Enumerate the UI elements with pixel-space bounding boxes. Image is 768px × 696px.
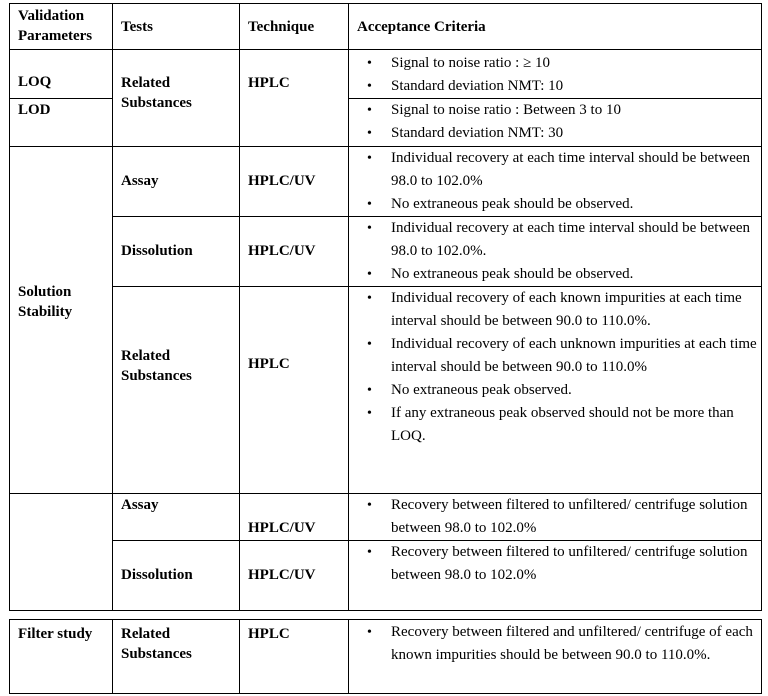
criteria-item: • Individual recovery at each time interval should be between 98.0 to 102.0%.	[367, 217, 751, 263]
technique-filter-dissolution: HPLC/UV	[248, 567, 316, 583]
criteria-item: • Standard deviation NMT: 10	[367, 75, 563, 98]
second-table-top-rule	[9, 619, 761, 620]
col-border-right	[761, 3, 762, 611]
col-border-left	[9, 3, 10, 611]
col-border-tests	[239, 3, 240, 611]
col2-border-left	[9, 619, 10, 694]
criteria-item: • Standard deviation NMT: 30	[367, 122, 621, 145]
first-table-bottom-rule	[9, 610, 761, 611]
criteria-item: • No extraneous peak should be observed.	[367, 193, 751, 216]
criteria-item: • Individual recovery of each unknown impurities at each time interval should be between 90.0 to 110.0%	[367, 333, 759, 379]
header-tests: Tests	[121, 19, 153, 35]
criteria-item: • If any extraneous peak observed should not be more than LOQ.	[367, 402, 759, 448]
criteria-item: • Recovery between filtered and unfiltered/ centrifuge of each known impurities should be between 90.0 to 110.0%.	[367, 621, 753, 667]
criteria-filter-dissolution	[367, 541, 751, 587]
col2-border-tests	[239, 619, 240, 694]
technique-dissolution: HPLC/UV	[248, 243, 316, 259]
test-assay: Assay	[121, 173, 159, 189]
col2-border-params	[112, 619, 113, 694]
technique-filter-assay: HPLC/UV	[248, 520, 316, 536]
header-bottom-rule	[9, 49, 761, 50]
second-table-bottom-rule	[9, 693, 761, 694]
test-filter-study: Related Substances	[121, 626, 192, 662]
header-acceptance-criteria: Acceptance Criteria	[357, 19, 486, 35]
criteria-item: • Individual recovery at each time interval should be between 98.0 to 102.0%	[367, 147, 751, 193]
criteria-related-substances	[367, 287, 759, 448]
test-filter-dissolution: Dissolution	[121, 567, 193, 583]
technique-filter-study: HPLC	[248, 626, 290, 642]
param-filter-study: Filter study	[18, 626, 93, 642]
criteria-item: • Individual recovery of each known impurities at each time interval should be between 90.0 to 110.0%.	[367, 287, 759, 333]
header-technique: Technique	[248, 19, 315, 35]
criteria-item: • No extraneous peak should be observed.	[367, 263, 751, 286]
criteria-item: • Recovery between filtered to unfiltered/ centrifuge solution between 98.0 to 102.0%	[367, 541, 751, 587]
test-related-substances: Related Substances	[121, 348, 192, 384]
criteria-filter-assay	[367, 494, 751, 540]
table-border-top	[9, 3, 761, 4]
technique-related-substances: HPLC	[248, 356, 290, 372]
col-border-params	[112, 3, 113, 611]
col2-border-technique	[348, 619, 349, 694]
param-lod: LOD	[18, 102, 51, 118]
technique-assay: HPLC/UV	[248, 173, 316, 189]
criteria-item: • No extraneous peak observed.	[367, 379, 759, 402]
technique-loq-lod: HPLC	[248, 75, 290, 91]
criteria-item: • Signal to noise ratio : ≥ 10	[367, 52, 563, 75]
criteria-assay	[367, 147, 751, 216]
criteria-item: • Signal to noise ratio : Between 3 to 10	[367, 99, 621, 122]
header-validation-parameters: Validation Parameters	[18, 8, 93, 44]
loq-lod-divider-left	[9, 98, 112, 99]
test-loq-lod: Related Substances	[121, 75, 192, 111]
criteria-lod	[367, 99, 621, 145]
criteria-filter-study	[367, 621, 753, 667]
col2-border-right	[761, 619, 762, 694]
criteria-loq	[367, 52, 563, 98]
param-loq: LOQ	[18, 74, 52, 90]
col-border-technique	[348, 3, 349, 611]
test-filter-assay: Assay	[121, 497, 159, 513]
criteria-item: • Recovery between filtered to unfiltered/ centrifuge solution between 98.0 to 102.0%	[367, 494, 751, 540]
criteria-dissolution	[367, 217, 751, 286]
test-dissolution: Dissolution	[121, 243, 193, 259]
param-solution-stability: Solution Stability	[18, 284, 73, 320]
